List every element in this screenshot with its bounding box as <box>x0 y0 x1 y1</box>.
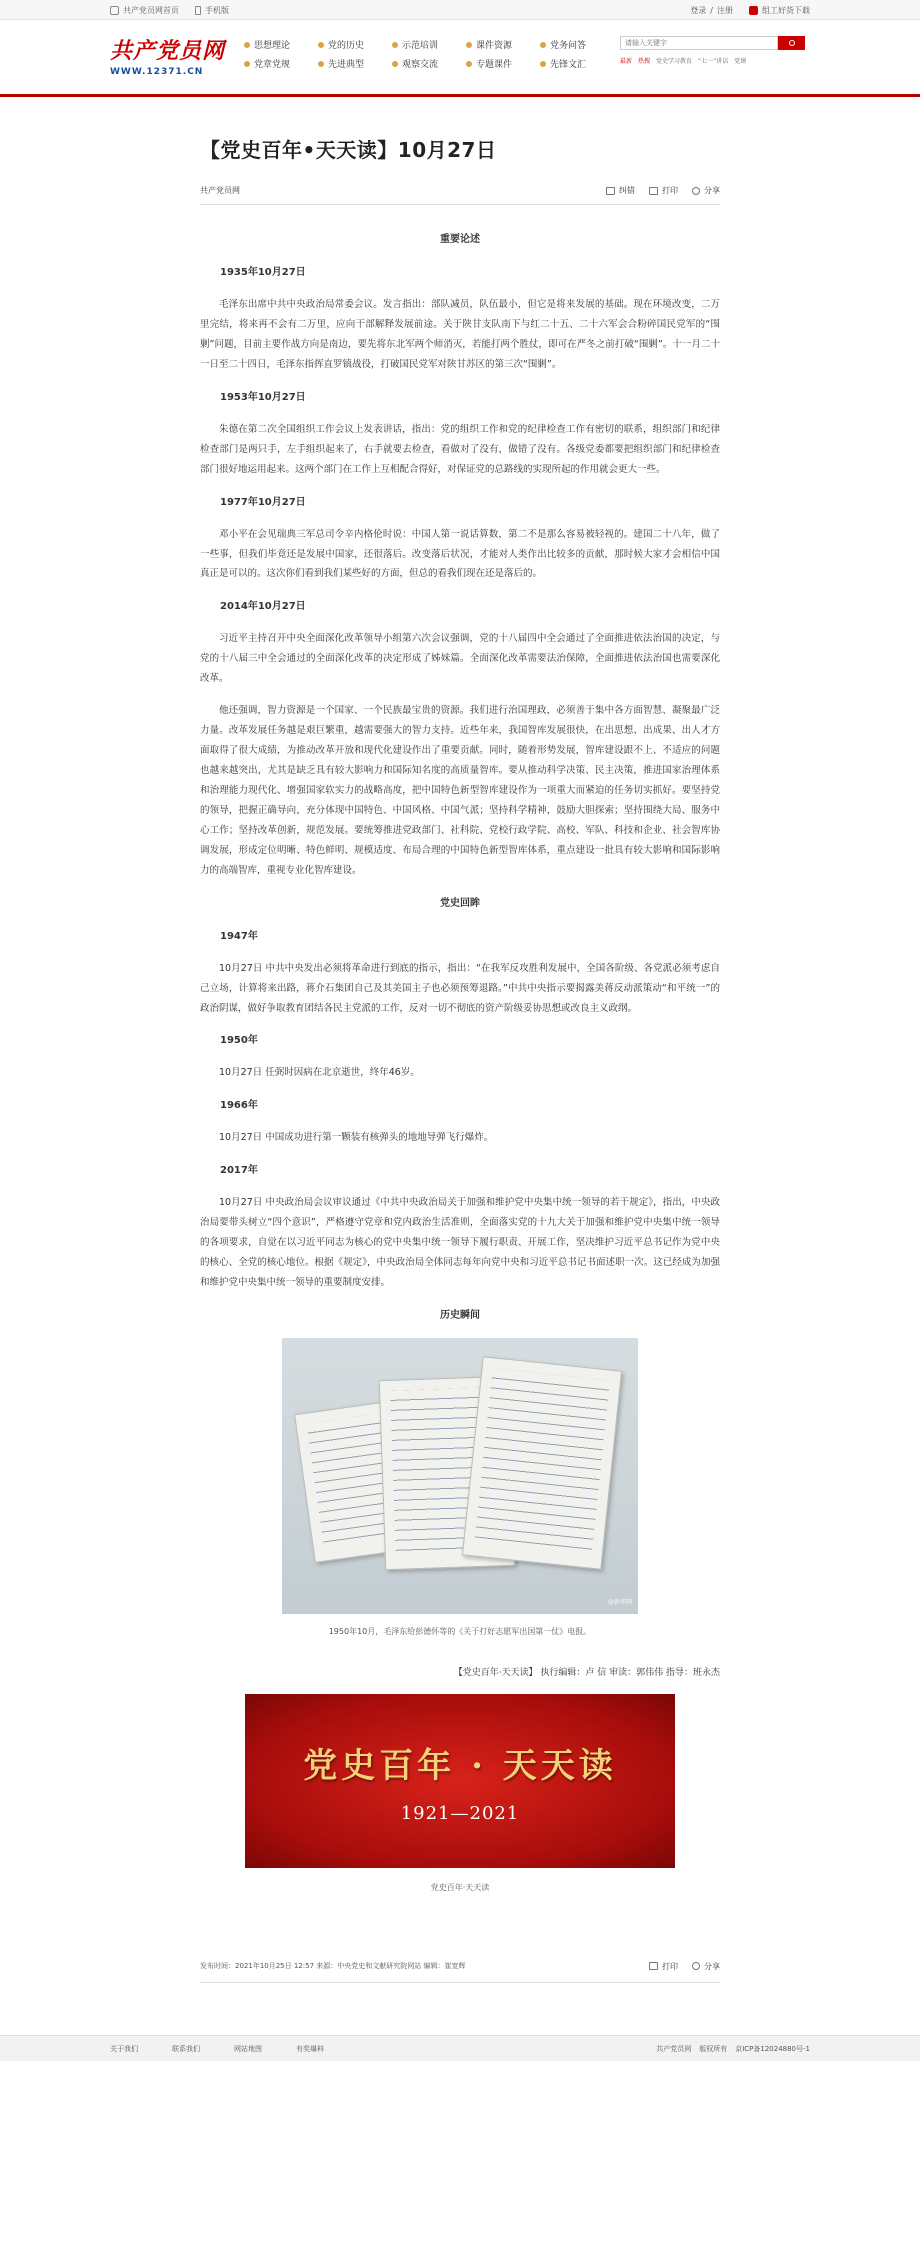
editor-credits: 【党史百年·天天读】 执行编辑：卢 信 审读：郭伟伟 指导：班永杰 <box>453 1667 720 1678</box>
section-heading: 重要论述 <box>440 234 480 245</box>
history-figure <box>282 1338 638 1641</box>
top-bar: 共产党员网首页 手机版 登录 / 注册 组工好货下载 <box>0 0 920 20</box>
paragraph: 邓小平在会见瑞典三军总司令辛内格伦时说：中国人第一说话算数，第二不是那么容易被轻视的。建国二十八年，做了一些事，但我们毕竟还是发展中国家，还很落后。改变落后状况，才能对人类作出比较多的贡献，那时候大家才会相信中国真正是可以的。这次你们看到我们某些好的方面，但总的看我们现在还是落后的。 <box>200 528 720 580</box>
home-link[interactable]: 共产党员网首页 <box>110 5 179 16</box>
hot-word[interactable]: 最新 <box>620 58 633 65</box>
footer-site: 共产党员网 <box>656 2044 692 2053</box>
printer-icon <box>649 187 658 195</box>
date-heading: 2014年10月27日 <box>220 601 306 613</box>
bag-icon <box>749 6 758 15</box>
photo-caption: 1950年10月，毛泽东给彭德怀等的《关于打好志愿军出国第一仗》电报。 <box>328 1627 592 1636</box>
page-title: 【党史百年•天天读】10月27日 <box>200 138 497 162</box>
banner-title: 党史百年 · 天天读 <box>303 1745 617 1786</box>
paragraph: 习近平主持召开中央全面深化改革领导小组第六次会议强调，党的十八届四中全会通过了全面推进依法治国的决定，与党的十八届三中全会通过的全面深化改革的决定形成了姊妹篇。全面深化改革需要法治保障，全面推进依法治国也需要深化改革。 <box>200 633 720 685</box>
nav-item[interactable]: 先锋文汇 <box>540 57 614 70</box>
nav-item[interactable]: 思想理论 <box>244 38 318 51</box>
publish-info <box>200 1961 720 1983</box>
date-heading: 1947年 <box>220 930 258 942</box>
footer-link-contact[interactable]: 联系我们 <box>172 2044 200 2053</box>
bullet-icon <box>540 42 546 48</box>
search-button[interactable] <box>778 36 805 50</box>
printer-icon <box>649 1962 658 1970</box>
nav-item[interactable]: 党务问答 <box>540 38 614 51</box>
bullet-icon <box>466 42 472 48</box>
hot-word[interactable]: 党史学习教育 <box>656 58 693 65</box>
edit-icon <box>606 187 615 195</box>
paragraph: 10月27日 中央政治局会议审议通过《中共中央政治局关于加强和维护党中央集中统一领导的若干规定》，指出，中央政治局要带头树立“四个意识”，严格遵守党章和党内政治生活准则，全面落实党的十九大关于加强和维护党中央集中统一领导的各项要求，自觉在以习近平同志为核心的党中央集中统一领导下履行职责、开展工作，坚决维护习近平总书记作为党中央的核心、全党的核心地位。根据《规定》，中央政治局全体同志每年向党中央和习近平总书记书面述职一次。这已经成为加强和维护党中央集中统一领导的重要制度安排。 <box>200 1197 720 1289</box>
paragraph: 朱德在第二次全国组织工作会议上发表讲话，指出：党的组织工作和党的纪律检查工作有密切的联系，组织部门和纪律检查部门是两只手，左手组织起来了，右手就要去检查，看做对了没有，做错了没有。各级党委都要把组织部门和纪律检查部门很好地运用起来。这两个部门在工作上互相配合得好，对保证党的总路线的实现所起的作用就会更大一些。 <box>200 423 720 475</box>
home-icon <box>110 6 119 15</box>
nav-item[interactable]: 党章党规 <box>244 57 318 70</box>
date-heading: 1935年10月27日 <box>220 267 306 278</box>
banner-figure <box>245 1694 675 1893</box>
footer-link-sitemap[interactable]: 网站地图 <box>234 2044 262 2053</box>
article-source: 共产党员网 <box>200 186 240 195</box>
hot-words <box>620 56 805 65</box>
paragraph: 毛泽东出席中共中央政治局常委会议。发言指出：部队减员，队伍最小，但它是将来发展的基础。现在环境改变，二万里完结，将来再不会有二万里，应向干部解释发展前途。关于陕甘支队南下与红二十五、二十六军会合粉碎国民党军的“围剿”问题，目前主要作战方向是南边，要先将东北军两个师消灭，若能打两个胜仗，即可在严冬之前打破“围剿”。十一月二十一日至二十四日，毛泽东指挥直罗镇战役，打破国民党军对陕甘苏区的第三次“围剿”。 <box>200 299 720 370</box>
article <box>200 97 720 1983</box>
nav-item[interactable]: 专题课件 <box>466 57 540 70</box>
search-box <box>620 34 805 65</box>
paragraph: 10月27日 中国成功进行第一颗装有核弹头的地地导弹飞行爆炸。 <box>219 1132 494 1144</box>
logo-text: 共产党员网 <box>110 38 226 64</box>
watermark: @新华网 <box>607 1599 632 1607</box>
site-footer <box>0 2035 920 2061</box>
bullet-icon <box>466 61 472 67</box>
site-header <box>0 20 920 97</box>
paragraph: 他还强调，智力资源是一个国家、一个民族最宝贵的资源。我们进行治国理政，必须善于集中各方面智慧、凝聚最广泛力量。改革发展任务越是艰巨繁重，越需要强大的智力支持。近些年来，我国智库发展很快，在出思想、出成果、出人才方面取得了很大成绩，为推动改革开放和现代化建设作出了重要贡献。同时，随着形势发展，智库建设跟不上、不适应的问题也越来越突出，尤其是缺乏具有较大影响力和国际知名度的高质量智库。要从推动科学决策、民主决策，推进国家治理体系和治理能力现代化、增强国家软实力的战略高度，把中国特色新型智库建设作为一项重大而紧迫的任务切实抓好。要坚持党的领导，把握正确导向，充分体现中国特色、中国风格、中国气派；坚持科学精神，鼓励大胆探索；坚持围绕大局、服务中心工作；坚持改革创新，规范发展。要统筹推进党政部门、社科院、党校行政学院、高校、军队、科技和企业、社会智库协调发展，形成定位明晰、特色鲜明、规模适度、布局合理的中国特色新型智库体系，重点建设一批具有较大影响和国际影响力的高端智库，重视专业化智库建设。 <box>200 705 720 876</box>
correct-button[interactable]: 纠错 <box>606 185 635 196</box>
phone-icon <box>195 6 201 15</box>
series-banner <box>245 1694 675 1868</box>
manuscript-sheet <box>462 1356 622 1570</box>
logo-url: WWW.12371.CN <box>110 67 204 77</box>
footer-rights: 版权所有 <box>699 2044 728 2053</box>
nav-item[interactable]: 观察交流 <box>392 57 466 70</box>
share-button-bottom[interactable]: 分享 <box>692 1961 720 1972</box>
register-link[interactable]: 注册 <box>717 5 733 15</box>
bullet-icon <box>540 61 546 67</box>
footer-link-report[interactable]: 有奖爆料 <box>296 2044 324 2053</box>
section-heading: 党史回眸 <box>440 897 480 909</box>
article-body <box>200 205 720 1641</box>
bullet-icon <box>392 42 398 48</box>
print-button-bottom[interactable]: 打印 <box>649 1961 678 1972</box>
nav-item[interactable]: 课件资源 <box>466 38 540 51</box>
shop-link[interactable]: 组工好货下载 <box>749 5 810 16</box>
print-button[interactable]: 打印 <box>649 185 678 196</box>
banner-caption: 党史百年·天天读 <box>430 1882 490 1892</box>
main-nav <box>244 34 614 70</box>
nav-item[interactable]: 先进典型 <box>318 57 392 70</box>
bullet-icon <box>392 61 398 67</box>
hot-word[interactable]: 党课 <box>734 58 747 65</box>
site-logo[interactable] <box>110 34 240 82</box>
publish-meta: 发布时间：2021年10月25日 12:57 来源：中央党史和文献研究院网站 编辑：崔宽辉 <box>200 1962 466 1971</box>
mobile-link[interactable]: 手机版 <box>195 5 229 16</box>
date-heading: 2017年 <box>220 1165 258 1177</box>
date-heading: 1953年10月27日 <box>220 391 306 403</box>
bullet-icon <box>318 42 324 48</box>
date-heading: 1966年 <box>220 1100 258 1112</box>
hot-word[interactable]: “七一”讲话 <box>698 58 729 65</box>
login-link[interactable]: 登录 <box>690 5 707 15</box>
bullet-icon <box>244 61 250 67</box>
paragraph: 10月27日 中共中央发出必须将革命进行到底的指示，指出：“在我军反攻胜利发展中，全国各阶级、各党派必须考虑自己立场，计算将来出路，蒋介石集团自己及其美国主子也必须预筹退路。”中共中央指示要揭露美蒋反动派策动“和平统一”的政治阴谋，做好争取教育团结各民主党派的工作，反对一切不彻底的资产阶级妥协思想或改良主义政纲。 <box>200 962 720 1014</box>
hot-word[interactable]: 热搜 <box>638 58 651 65</box>
banner-years: 1921—2021 <box>400 1802 520 1824</box>
search-input[interactable] <box>620 36 778 50</box>
footer-link-about[interactable]: 关于我们 <box>110 2044 138 2053</box>
search-icon <box>789 40 795 46</box>
nav-item[interactable]: 示范培训 <box>392 38 466 51</box>
date-heading: 1977年10月27日 <box>220 496 306 508</box>
telegram-photo <box>282 1338 638 1614</box>
bullet-icon <box>318 61 324 67</box>
section-heading: 历史瞬间 <box>440 1310 480 1321</box>
bullet-icon <box>244 42 250 48</box>
nav-item[interactable]: 党的历史 <box>318 38 392 51</box>
article-meta <box>200 185 720 205</box>
footer-icp[interactable]: 京ICP备12024880号-1 <box>735 2044 810 2053</box>
share-icon <box>692 1962 700 1970</box>
date-heading: 1950年 <box>220 1035 258 1047</box>
paragraph: 10月27日 任弼时因病在北京逝世，终年46岁。 <box>219 1067 420 1079</box>
share-icon <box>692 187 700 195</box>
share-button[interactable]: 分享 <box>692 185 720 196</box>
